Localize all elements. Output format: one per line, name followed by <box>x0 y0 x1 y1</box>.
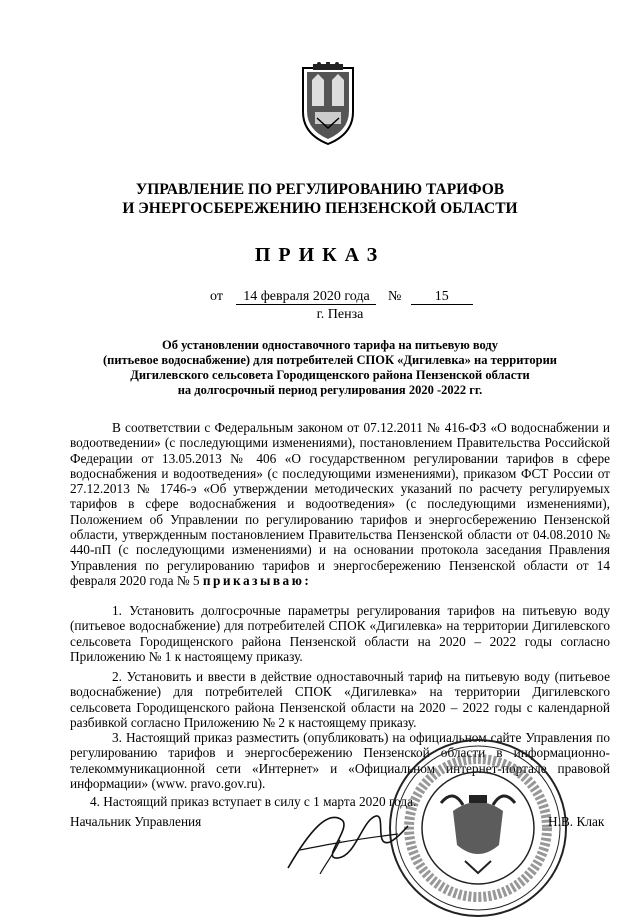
official-seal-stamp <box>383 733 573 923</box>
order-item-3: 3. Настоящий приказ разместить (опубликовать) на официальном сайте Управления по регулированию тарифов и энергосбережению Пензенской области в информационно-телекоммуникационной сети «Интернет» и «Официальном интернет-портале правовой информации» (www. pravo.gov.ru). <box>70 730 610 791</box>
order-number: 15 <box>411 289 473 305</box>
document-title: ПРИКАЗ <box>254 244 386 266</box>
city: г. Пенза <box>316 307 364 322</box>
subject-line-2: (питьевое водоснабжение) для потребителей СПОК «Дигилевка» на территории <box>102 353 558 367</box>
date-prefix: от <box>210 289 223 304</box>
number-prefix: № <box>387 289 402 304</box>
preamble-paragraph <box>70 420 610 588</box>
order-item-4: 4. Настоящий приказ вступает в силу с 1 марта 2020 года. <box>90 794 417 809</box>
order-date: 14 февраля 2020 года <box>236 289 376 305</box>
date-number-line <box>210 289 473 305</box>
order-subject <box>70 338 590 398</box>
order-word: приказываю: <box>202 572 312 588</box>
coat-of-arms-emblem <box>295 62 361 148</box>
organization-name-line-2: И ЭНЕРГОСБЕРЕЖЕНИЮ ПЕНЗЕНСКОЙ ОБЛАСТИ <box>122 200 518 217</box>
organization-name-line-1: УПРАВЛЕНИЕ ПО РЕГУЛИРОВАНИЮ ТАРИФОВ <box>135 181 505 198</box>
subject-line-1: Об установлении одноставочного тарифа на питьевую воду <box>161 338 499 352</box>
order-item-2: 2. Установить и ввести в действие одноставочный тариф на питьевую воду (питьевое водоснабжение) для потребителей СПОК «Дигилевка» на территории Дигилевского сельсовета Городищенского района Пензенской области на 2020 – 2022 годы с календарной разбивкой согласно Приложению № 2 к настоящему приказу. <box>70 669 610 730</box>
order-item-1: 1. Установить долгосрочные параметры регулирования тарифов на питьевую воду (питьевое водоснабжение) для потребителей СПОК «Дигилевка» на территории Дигилевского сельсовета Городищенского района Пензенской области на 2020 – 2022 годы согласно Приложению № 1 к настоящему приказу. <box>70 603 610 664</box>
handwritten-signature <box>280 790 410 880</box>
subject-line-3: Дигилевского сельсовета Городищенского района Пензенской области <box>130 368 530 382</box>
preamble-text: В соответствии с Федеральным законом от 07.12.2011 № 416-ФЗ «О водоснабжении и водоотведении» (с последующими изменениями), постановлением Правительства Российской Федерации от 13.05.2013 № 406 «О государственном регулировании тарифов в сфере водоснабжения и водоотведения» (с последующими изменениями), приказом ФСТ России от 27.12.2013 № 1746-э «Об утверждении методических указаний по расчету регулируемых тарифов в сфере водоснабжения и водоотведения» (с последующими изменениями), Положением об Управлении по регулированию тарифов и энергосбережению Пензенской области, утвержденным постановлением Правительства Пензенской области от 04.08.2010 № 440-пП (с последующими изменениями) и на основании протокола заседания Правления Управления по регулированию тарифов и энергосбережению Пензенской области от 14 февраля 2020 года № 5 <box>70 420 610 588</box>
subject-line-4: на долгосрочный период регулирования 2020 -2022 гг. <box>177 383 483 397</box>
signer-position: Начальник Управления <box>70 814 202 829</box>
signer-name: Н.В. Клак <box>548 814 605 829</box>
